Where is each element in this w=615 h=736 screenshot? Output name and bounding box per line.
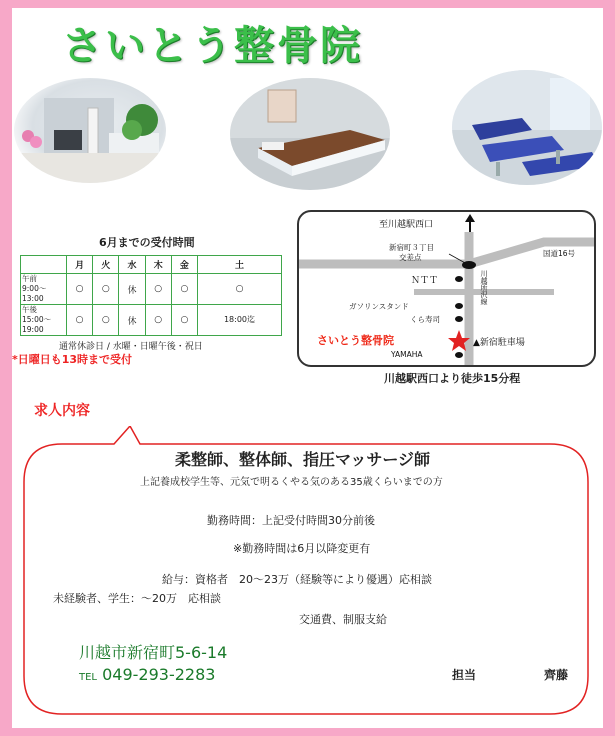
map-line-label: 川越所沢線 (480, 270, 488, 305)
hours-row-afternoon (21, 305, 282, 336)
map-yamaha-label: YAMAHA (391, 350, 423, 359)
hours-cell: 18:00迄 (198, 305, 282, 336)
day-header: 土 (198, 256, 282, 274)
row-label-start: 9:00〜 (22, 284, 47, 293)
hours-cell: 休 (119, 274, 145, 305)
map-gas-label: ガソリンスタンド (349, 302, 409, 311)
flyer-page (12, 8, 603, 728)
yamaha-marker (455, 352, 463, 358)
hours-cell: ○ (145, 274, 171, 305)
row-label (21, 305, 67, 336)
day-header: 金 (171, 256, 197, 274)
phone-label: TEL (79, 672, 97, 683)
map-route16-label: 国道16号 (543, 249, 576, 258)
day-header: 火 (93, 256, 119, 274)
hours-cell: ○ (93, 305, 119, 336)
salary-trainee: 未経験者、学生：〜20万 応相談 (53, 592, 221, 605)
walk-time-label: 川越駅西口より徒歩15分程 (384, 372, 521, 385)
recruit-heading: 求人内容 (34, 403, 90, 419)
treatment-bed-photo (230, 78, 390, 190)
day-header: 月 (67, 256, 93, 274)
clinic-title: さいとう整骨院 (62, 23, 363, 69)
map-intersection-label: 新宿町３丁目 (389, 243, 434, 252)
map-ntt-label: ＮＴＴ (411, 276, 439, 286)
salary-qualified: 給与：資格者 20〜23万（経験等により優遇）応相談 (162, 573, 432, 586)
map-north-label: 至川越駅西口 (379, 220, 434, 230)
closed-days-note: 通常休診日 / 水曜・日曜午後・祝日 (59, 342, 203, 352)
phone-number[interactable]: 049-293-2283 (102, 665, 216, 684)
north-arrow-icon (465, 214, 475, 222)
row-label-end: 19:00 (22, 325, 44, 334)
map-parking-label: ▲新宿駐車場 (473, 338, 525, 348)
hours-header-row (21, 256, 282, 274)
row-label (21, 274, 67, 305)
hours-cell: ○ (171, 305, 197, 336)
hours-row-morning (21, 274, 282, 305)
hours-cell: ○ (198, 274, 282, 305)
kura-marker (455, 316, 463, 322)
hours-cell: ○ (171, 274, 197, 305)
treatment-room-photo (452, 70, 602, 185)
sunday-note: *日曜日も13時まで受付 (12, 353, 133, 366)
access-map (297, 210, 596, 367)
hours-cell: 休 (119, 305, 145, 336)
work-hours: 勤務時間：上記受付時間30分前後 (207, 514, 375, 527)
ntt-marker (455, 276, 463, 282)
phone (79, 665, 215, 684)
hours-table (20, 255, 282, 336)
hours-cell: ○ (67, 305, 93, 336)
contact-name: 齊藤 (544, 668, 569, 682)
reception-photo (14, 78, 166, 183)
work-hours-note: ※勤務時間は6月以降変更有 (233, 542, 371, 555)
job-title: 柔整師、整体師、指圧マッサージ師 (175, 450, 431, 469)
map-clinic-label: さいとう整骨院 (317, 334, 394, 347)
hours-cell: ○ (67, 274, 93, 305)
row-label-start: 15:00〜 (22, 315, 52, 324)
address: 川越市新宿町5-6-14 (79, 643, 228, 662)
hours-corner (21, 256, 67, 274)
day-header: 水 (119, 256, 145, 274)
map-kura-label: くら寿司 (410, 315, 440, 324)
contact-label: 担当 (452, 668, 477, 682)
row-label-period: 午前 (22, 274, 37, 283)
gas-marker (455, 303, 463, 309)
hours-title: 6月までの受付時間 (99, 236, 195, 249)
hours-cell: ○ (93, 274, 119, 305)
day-header: 木 (145, 256, 171, 274)
row-label-end: 13:00 (22, 294, 44, 303)
row-label-period: 午後 (22, 305, 37, 314)
hours-cell: ○ (145, 305, 171, 336)
job-subtitle: 上記養成校学生等、元気で明るくやる気のある35歳くらいまでの方 (140, 477, 443, 488)
map-intersection-label: 交差点 (399, 253, 422, 262)
benefits: 交通費、制服支給 (299, 613, 387, 626)
